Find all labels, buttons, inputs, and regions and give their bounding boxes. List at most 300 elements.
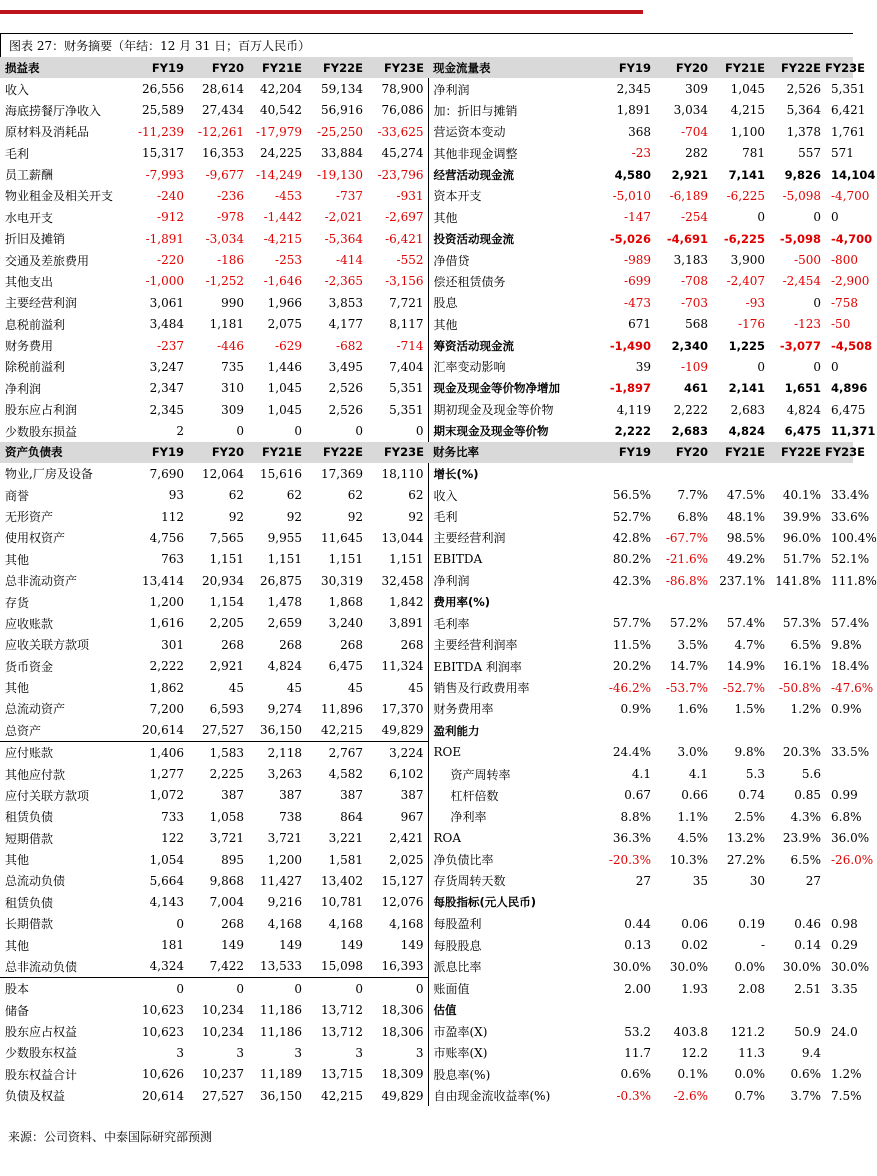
value-cell: 4.1 [688,767,708,782]
row-label: 其他 [428,207,593,228]
value-cell: 1,478 [267,595,302,610]
value-cell: 0.29 [831,938,858,953]
value-cell: 1,583 [188,742,248,764]
value-cell: 1,616 [149,616,184,631]
value-cell: 2,347 [149,381,184,396]
value-cell: 9.4 [801,1045,821,1060]
value-cell: 7,721 [389,295,424,310]
column-header: FY20 [655,57,712,78]
value-cell: 0.98 [831,916,858,931]
value-cell: 141.8% [775,573,821,588]
table-row [0,934,853,955]
value-cell: 76,086 [381,103,424,118]
row-label: 股本 [0,978,128,1000]
row-label: 现金及现金等价物净增加 [428,378,593,399]
value-cell: 149 [340,938,363,953]
value-cell: 20.2% [612,659,651,674]
row-label: 息税前溢利 [5,317,66,332]
row-label: 少数股东权益 [5,1046,78,1061]
value-cell: 10.3% [669,852,708,867]
value-cell: -978 [217,210,244,225]
value-cell: 51.7% [782,552,821,567]
row-label: EBITDA 利润率 [428,656,593,677]
value-cell: 2.00 [624,981,651,996]
value-cell: 0.7% [734,1088,765,1103]
value-cell: 5,664 [149,873,184,888]
value-cell: 11.3 [738,1045,765,1060]
value-cell: 0.14 [794,938,821,953]
row-label: 存货周转天数 [428,870,593,891]
value-cell: 1,058 [209,809,244,824]
row-label: 股东权益合计 [5,1067,78,1082]
value-cell [655,463,712,484]
value-cell: 2,025 [389,852,424,867]
value-cell: 4.7% [734,637,765,652]
value-cell: 27,434 [202,103,244,118]
row-label: 主要经营利润 [5,296,78,311]
table-row [0,335,853,356]
row-label: 应收关联方款项 [5,638,90,653]
value-cell: -254 [681,210,708,225]
value-cell: - [760,938,765,953]
value-cell: 42.8% [612,530,651,545]
value-cell: 18.4% [831,659,870,674]
value-cell: 18,306 [381,1024,424,1039]
value-cell: 7,690 [149,466,184,481]
row-label: 自由现金流收益率(%) [428,1085,593,1106]
value-cell: -446 [217,338,244,353]
value-cell: 25,589 [142,103,184,118]
value-cell: 3,224 [367,742,428,764]
table-row [0,185,853,206]
value-cell: 0.85 [794,788,821,803]
value-cell: 59,134 [321,82,363,97]
row-label: 其他应付款 [5,767,66,782]
value-cell: 45 [408,680,424,695]
value-cell: 0 [236,424,244,439]
value-cell: 52.7% [612,509,651,524]
value-cell: 0.46 [794,916,821,931]
value-cell: 781 [742,146,765,161]
value-cell: 45,274 [381,146,424,161]
value-cell: 0 [813,295,821,310]
value-cell: 16,353 [202,146,244,161]
value-cell: 7,565 [209,530,244,545]
row-label: 汇率变动影响 [428,356,593,377]
value-cell: 2,921 [671,167,708,182]
value-cell: -46.2% [608,680,651,695]
table-row [0,913,853,934]
value-cell: 93 [168,488,184,503]
table-row [0,121,853,142]
value-cell: 2,767 [306,742,367,764]
table-row [0,228,853,249]
value-cell: 5,364 [786,103,821,118]
value-cell: 1,842 [389,595,424,610]
row-label: 市账率(X) [428,1042,593,1063]
section-header-row [0,442,853,463]
value-cell [712,1000,769,1021]
value-cell: 56.5% [612,488,651,503]
section-title: 财务比率 [428,442,593,463]
value-cell: 3.5% [677,637,708,652]
value-cell [769,591,825,612]
value-cell: 0 [306,978,367,1000]
table-row [0,1064,853,1085]
row-label: ROE [428,742,593,764]
value-cell: -552 [396,253,424,268]
value-cell: 9,216 [267,895,302,910]
value-cell: -5,026 [609,231,651,246]
row-label: 杠杆倍数 [428,785,593,806]
value-cell: 11,186 [260,1024,302,1039]
value-cell: 0 [355,424,363,439]
value-cell: 6.8% [677,509,708,524]
row-label: 租赁负债 [5,895,54,910]
value-cell: 18,306 [381,1003,424,1018]
value-cell: 10,626 [142,1067,184,1082]
value-cell: 2,222 [149,659,184,674]
value-cell: -6,421 [385,231,424,246]
value-cell: 5,351 [389,402,424,417]
row-label: 总非流动资产 [5,574,78,589]
value-cell: -50 [831,317,851,332]
value-cell: 2,526 [328,381,363,396]
value-cell: 2,141 [728,381,765,396]
row-label: 水电开支 [5,210,54,225]
value-cell: -699 [624,274,651,289]
value-cell: 237.1% [719,573,765,588]
row-label: 净利润 [5,381,42,396]
value-cell: 13,044 [381,530,424,545]
value-cell: 1,181 [209,317,244,332]
value-cell: 4.1 [631,767,651,782]
value-cell: 4,168 [267,916,302,931]
row-label: 增长(%) [428,463,593,484]
row-label: 市盈率(X) [428,1021,593,1042]
value-cell: 39 [635,359,651,374]
table-row [0,399,853,420]
value-cell: 11,371 [831,424,876,439]
value-cell: 309 [685,82,708,97]
value-cell: 30.0% [782,959,821,974]
row-label: 总流动负债 [5,874,66,889]
table-row [0,828,853,849]
value-cell: 42,215 [321,723,363,738]
value-cell: 62 [408,488,424,503]
value-cell: 57.2% [669,616,708,631]
value-cell [825,591,853,612]
row-label: 经营活动现金流 [428,164,593,185]
value-cell: 18,309 [381,1067,424,1082]
value-cell: 62 [347,488,363,503]
value-cell: 7.5% [831,1088,862,1103]
row-label: 净利率 [428,806,593,827]
value-cell: 3,247 [149,359,184,374]
value-cell [825,892,853,913]
table-row [0,785,853,806]
row-label: 账面值 [428,978,593,1000]
value-cell: 11,645 [321,530,363,545]
value-cell: 2,205 [209,616,244,631]
value-cell: 6,475 [328,659,363,674]
value-cell: -800 [831,253,858,268]
value-cell: -6,189 [669,188,708,203]
value-cell: 0.1% [677,1067,708,1082]
value-cell: -2,021 [324,210,363,225]
value-cell: 2.5% [734,809,765,824]
value-cell: 0.6% [620,1067,651,1082]
value-cell: 62 [286,488,302,503]
column-header: FY22E [306,442,367,463]
top-accent-bar [0,10,643,14]
value-cell: 20,614 [142,1088,184,1103]
value-cell: 18,110 [381,466,424,481]
value-cell: -47.6% [831,680,874,695]
value-cell: -123 [794,317,821,332]
value-cell: 403.8 [673,1024,708,1039]
value-cell: 387 [279,788,302,803]
table-row [0,956,853,978]
table-row [0,485,853,506]
value-cell: 49,829 [381,723,424,738]
row-label: 费用率(%) [428,591,593,612]
row-label: 资产周转率 [428,763,593,784]
value-cell: 0.74 [738,788,765,803]
row-label: 主要经营利润 [428,527,593,548]
value-cell [593,1000,655,1021]
value-cell: 1.1% [677,809,708,824]
value-cell: -2,454 [782,274,821,289]
value-cell: 1.5% [734,701,765,716]
value-cell: 4,177 [328,317,363,332]
value-cell: 5,351 [831,82,866,97]
value-cell: 3 [236,1045,244,1060]
value-cell: 53.2 [624,1024,651,1039]
value-cell: 4,824 [728,424,765,439]
row-label: 每股股息 [428,934,593,955]
value-cell: 1,761 [831,124,866,139]
value-cell: 0.66 [681,788,708,803]
value-cell: 30,319 [321,573,363,588]
column-header: FY20 [188,442,248,463]
value-cell: 2 [176,424,184,439]
value-cell: 5.6 [801,767,821,782]
value-cell: 10,237 [202,1067,244,1082]
value-cell: 42.3% [612,573,651,588]
value-cell: -704 [681,124,708,139]
value-cell: 11,324 [381,659,424,674]
row-label: 租赁负债 [5,810,54,825]
value-cell: 2.51 [794,981,821,996]
value-cell: 149 [400,938,424,953]
value-cell: 0 [831,210,839,225]
value-cell: 0.67 [624,788,651,803]
value-cell: -3,156 [385,274,424,289]
value-cell [655,892,712,913]
table-row [0,100,853,121]
value-cell: 0 [294,424,302,439]
value-cell: 1.2% [790,701,821,716]
column-header: FY19 [128,442,188,463]
value-cell: -4,508 [831,338,873,353]
row-label: 员工薪酬 [5,168,54,183]
value-cell: 45 [347,680,363,695]
value-cell: 92 [408,509,424,524]
row-label: 估值 [428,1000,593,1021]
table-row [0,420,853,441]
value-cell: 27 [635,873,651,888]
value-cell: 57.3% [782,616,821,631]
table-row [0,249,853,270]
table-row [0,527,853,548]
value-cell: 121.2 [730,1024,765,1039]
row-label: 投资活动现金流 [428,228,593,249]
value-cell: -25,250 [316,124,363,139]
value-cell: 3 [294,1045,302,1060]
value-cell: 14.7% [669,659,708,674]
value-cell: 1.6% [677,701,708,716]
value-cell: 0 [248,978,306,1000]
value-cell [825,1042,853,1063]
column-header: FY21E [712,57,769,78]
row-label: 每股指标(元人民币) [428,892,593,913]
value-cell: 7,404 [389,359,424,374]
value-cell: 967 [400,809,424,824]
value-cell: 49.2% [726,552,765,567]
row-label: 海底捞餐厅净收入 [5,103,102,118]
value-cell: 98.5% [726,530,765,545]
value-cell: 0.02 [681,938,708,953]
value-cell: 1.93 [681,981,708,996]
value-cell: -220 [157,253,184,268]
row-label: 交通及差旅费用 [5,253,90,268]
value-cell: 1,862 [149,680,184,695]
value-cell: 4,756 [149,530,184,545]
row-label: 其他 [5,552,30,567]
column-header: FY19 [128,57,188,78]
value-cell: 9.8% [831,637,862,652]
value-cell: 33.6% [831,509,870,524]
value-cell: 20,934 [202,573,244,588]
value-cell: 10,623 [142,1024,184,1039]
value-cell: 14.9% [726,659,765,674]
value-cell: 3 [176,1045,184,1060]
value-cell: 36.0% [831,831,870,846]
value-cell: 4,324 [149,959,184,974]
value-cell: 0 [415,424,424,439]
value-cell: 26,875 [260,573,302,588]
value-cell: -0.3% [616,1088,651,1103]
value-cell: 1,151 [267,552,302,567]
row-label: 收入 [5,82,30,97]
value-cell: 12,064 [202,466,244,481]
value-cell: 4,580 [614,167,651,182]
value-cell: 27,527 [202,723,244,738]
value-cell: 30.0% [669,959,708,974]
value-cell: 112 [161,509,184,524]
value-cell: -500 [794,253,821,268]
table-row [0,806,853,827]
row-label: 股息率(%) [428,1064,593,1085]
value-cell: 2,683 [671,424,708,439]
value-cell: 310 [221,381,244,396]
row-label: 净利润 [428,570,593,591]
value-cell: 10,623 [142,1003,184,1018]
value-cell: 48.1% [726,509,765,524]
table-row [0,314,853,335]
value-cell: 2,659 [267,616,302,631]
value-cell: 1,045 [730,82,765,97]
value-cell: 571 [831,146,854,161]
column-header: FY23E [367,57,428,78]
value-cell: -93 [745,295,765,310]
value-cell: 24.0 [831,1024,858,1039]
value-cell: 9,868 [209,873,244,888]
value-cell [593,892,655,913]
value-cell: 39.9% [782,509,821,524]
value-cell: 7,422 [209,959,244,974]
value-cell: 62 [228,488,244,503]
value-cell: 6,475 [831,402,866,417]
row-label: 净借贷 [428,249,593,270]
value-cell: 15,317 [142,146,184,161]
value-cell: 92 [347,509,363,524]
value-cell: 5,351 [389,381,424,396]
value-cell: 3 [415,1045,424,1060]
value-cell: -236 [217,188,244,203]
value-cell: 2,222 [673,402,708,417]
value-cell: 4,119 [616,402,651,417]
row-label: 净负债比率 [428,849,593,870]
value-cell: 2,340 [671,338,708,353]
value-cell: 13,402 [321,873,363,888]
value-cell: 47.5% [726,488,765,503]
value-cell: 1,154 [209,595,244,610]
value-cell: 0.13 [624,938,651,953]
row-label: 长期借款 [5,917,54,932]
value-cell: 3,721 [209,831,244,846]
value-cell: -67.7% [665,530,708,545]
value-cell: 1,100 [730,124,765,139]
value-cell: 33.5% [831,745,870,760]
value-cell: 0.9% [620,701,651,716]
value-cell: 7,200 [149,701,184,716]
row-label: 使用权资产 [5,531,66,546]
value-cell: 309 [221,402,244,417]
value-cell: -1,442 [263,210,302,225]
value-cell: 1,406 [128,742,188,764]
value-cell: -26.0% [831,852,874,867]
value-cell: 13,712 [321,1024,363,1039]
column-header: FY23E [367,442,428,463]
value-cell: -682 [336,338,363,353]
value-cell: -6,225 [726,188,765,203]
value-cell: 13,712 [321,1003,363,1018]
row-label: 总流动资产 [5,702,66,717]
value-cell: 1,072 [149,788,184,803]
value-cell: -4,691 [666,231,708,246]
value-cell: -629 [275,338,302,353]
value-cell: 40.1% [782,488,821,503]
column-header: FY23E [825,442,853,463]
value-cell: 0 [176,916,184,931]
value-cell: 13,715 [321,1067,363,1082]
value-cell: 4,215 [730,103,765,118]
value-cell: 1,151 [328,552,363,567]
value-cell: 368 [628,124,651,139]
value-cell: 3,061 [149,295,184,310]
